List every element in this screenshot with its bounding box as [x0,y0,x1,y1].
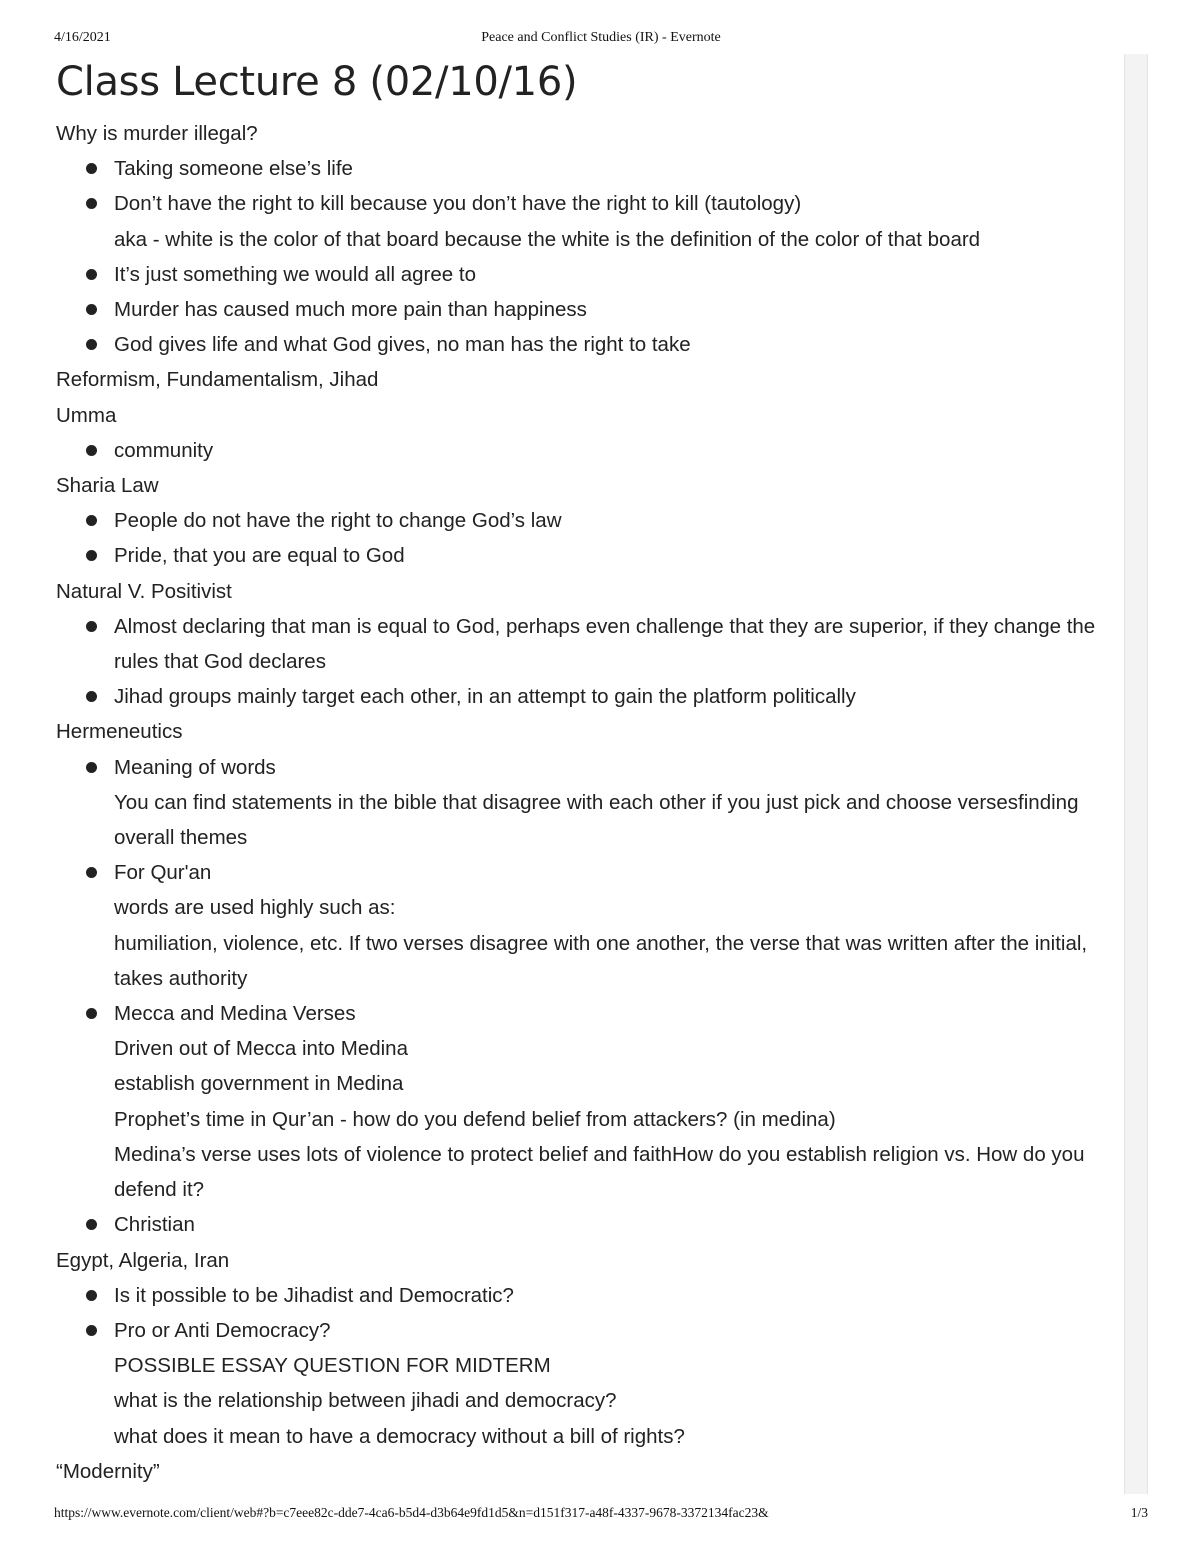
list-item [114,538,1118,573]
section-heading: Umma [56,403,117,427]
list-item-subline: humiliation, violence, etc. If two verses disagree with one another, the verse that was written after the initial, takes authority [114,931,1088,990]
list-item [114,750,1118,856]
section-heading: Why is murder illegal? [56,122,258,145]
list-item-text: Christian [114,1213,195,1237]
scrollbar[interactable] [1124,54,1148,1494]
bullet-icon [86,691,97,702]
list-item-text: God gives life and what God gives, no man has the right to take [114,333,691,357]
bullet-list [56,1278,1118,1454]
list-item [114,186,1118,256]
bullet-icon [86,269,97,280]
list-item-text: Murder has caused much more pain than happiness [114,298,587,322]
list-item-subline: what is the relationship between jihadi and democracy? [114,1389,617,1413]
list-item-text: People do not have the right to change God’s law [114,509,562,533]
list-item [114,1278,1118,1313]
list-item [114,1313,1118,1454]
bullet-list [56,503,1118,573]
list-item-text: Is it possible to be Jihadist and Democratic? [114,1283,514,1307]
note-body [56,56,1118,1489]
section-heading: Sharia Law [56,474,159,498]
list-item-text: Meaning of words [114,755,276,779]
list-item [114,257,1118,292]
list-item-text: Mecca and Medina Verses [114,1002,356,1026]
bullet-icon [86,515,97,526]
list-item [114,292,1118,327]
page-number: 1/3 [1130,1505,1148,1520]
list-item-text: Jihad groups mainly target each other, in an attempt to gain the platform politically [114,685,856,709]
bullet-icon [86,1290,97,1301]
list-item [114,327,1118,362]
bullet-icon [86,304,97,315]
bullet-icon [86,339,97,350]
list-item-text: Pro or Anti Democracy? [114,1318,331,1342]
list-item [114,503,1118,538]
print-title: Peace and Conflict Studies (IR) - Evernote [481,30,721,45]
list-item [114,151,1118,186]
list-item-subline: words are used highly such as: [114,896,396,920]
bullet-icon [86,867,97,878]
list-item-subline: You can find statements in the bible that disagree with each other if you just pick and choose versesfinding overall themes [114,790,1079,850]
list-item [114,1207,1118,1242]
section-heading: Reformism, Fundamentalism, Jihad [56,368,379,392]
bullet-icon [86,1325,97,1336]
bullet-icon [86,621,97,632]
list-item-subline: what does it mean to have a democracy without a bill of rights? [114,1424,685,1448]
bullet-icon [86,762,97,773]
list-item [114,609,1118,679]
section-heading: Hermeneutics [56,720,183,744]
bullet-list [56,151,1118,362]
list-item-text: Taking someone else’s life [114,157,353,181]
page-url: https://www.evernote.com/client/web#?b=c7eee82c-dde7-4ca6-b5d4-d3b64e9fd1d5&n=d151f317-a48f-4337-9678-3372134fac23& [54,1505,769,1520]
bullet-icon [86,550,97,561]
bullet-list [56,609,1118,715]
bullet-list [56,433,1118,468]
bullet-list [56,750,1118,1243]
list-item-subline: aka - white is the color of that board because the white is the definition of the color of that board [114,227,981,251]
print-date: 4/16/2021 [54,30,111,45]
print-footer [54,1505,1148,1525]
note-title: Class Lecture 8 (02/10/16) [56,59,578,105]
list-item [114,433,1118,468]
list-item-subline: establish government in Medina [114,1072,404,1096]
list-item-subline: Medina’s verse uses lots of violence to protect belief and faithHow do you establish religion vs. How do you defend it? [114,1142,1085,1202]
bullet-icon [86,1219,97,1230]
note-content [56,116,1118,1489]
list-item [114,855,1118,996]
bullet-icon [86,163,97,174]
bullet-icon [86,198,97,209]
section-heading: Egypt, Algeria, Iran [56,1248,230,1272]
section-heading: “Modernity” [56,1459,160,1483]
list-item-text: For Qur'an [114,861,212,885]
list-item-subline: Prophet’s time in Qur’an - how do you defend belief from attackers? (in medina) [114,1107,836,1131]
list-item-text: Don’t have the right to kill because you don’t have the right to kill (tautology) [114,192,802,216]
list-item-text: community [114,438,214,462]
bullet-icon [86,445,97,456]
list-item [114,679,1118,714]
section-heading: Natural V. Positivist [56,579,232,603]
list-item-text: Pride, that you are equal to God [114,544,405,568]
print-header [54,30,1148,50]
list-item-text: Almost declaring that man is equal to God, perhaps even challenge that they are superior, if they change the rules that God declares [114,614,1096,674]
list-item [114,996,1118,1207]
list-item-subline: POSSIBLE ESSAY QUESTION FOR MIDTERM [114,1354,551,1378]
list-item-text: It’s just something we would all agree to [114,262,476,286]
list-item-subline: Driven out of Mecca into Medina [114,1037,408,1061]
bullet-icon [86,1008,97,1019]
